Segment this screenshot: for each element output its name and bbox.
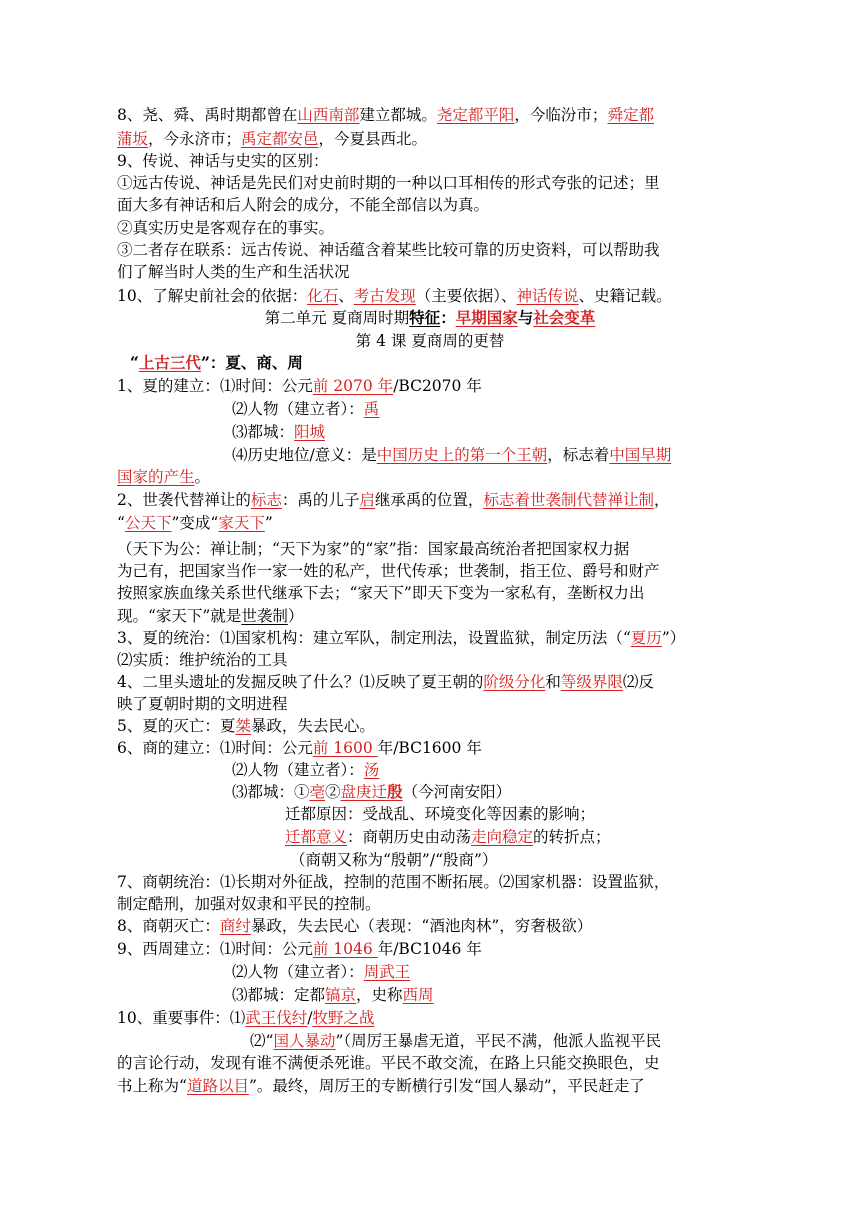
text: ：禹的儿子 [281,491,360,509]
text: ”。最终，周厉王的专断横行引发“国人暴动”，平民赶走了 [248,1077,645,1095]
text: 和 [545,673,561,691]
text: /BC2070 年 [393,377,482,395]
text: 8、尧、舜、禹时期都曾在 [117,106,298,124]
text: 暴政，失去民心。 [250,717,375,735]
zhou-founder [232,961,410,983]
text: ⑷历史地位/意义：是 [232,446,377,464]
paragraph-line: （天下为公：禅让制；“天下为家”的“家”指：国家最高统治者把国家权力据 [117,540,630,558]
xia-founder [232,398,379,420]
events-line-1 [117,1007,375,1029]
text: 5、夏的灭亡：夏 [117,717,236,735]
key-term: 夏历 [630,629,662,647]
key-term: 镐京 [325,986,357,1004]
key-term: 迁都意义 [285,828,348,846]
key-term: 山西南部 [297,106,360,124]
text: ” [264,514,273,532]
key-term: 等级界限 [560,673,623,691]
text: 建立都城。 [359,106,437,124]
text: 9、西周建立：⑴时间：公元 [117,940,313,958]
paragraph-line: 们了解当时人类的生产和生活状况 [117,263,350,281]
paragraph-line: ②真实历史是客观存在的事实。 [117,219,335,237]
key-term: 走向稳定 [471,828,534,846]
key-term: 尧定都平阳 [436,106,515,124]
text: ⑶都城：定都 [232,986,326,1004]
text: ：商朝历史由动荡 [347,828,472,846]
text: ”变成“ [171,514,219,532]
text: 2、世袭代替禅让的 [117,491,251,509]
shang-founder [232,759,379,781]
item-8-line-2 [117,128,427,150]
paragraph-line: 制定酷刑，加强对奴隶和平民的控制。 [117,895,381,913]
text: ，今夏县西北。 [318,130,428,148]
text: / [307,1009,313,1027]
text: “ [130,353,139,372]
key-term: 考古发现 [353,287,416,305]
paragraph-line [117,605,303,627]
unit-title [0,307,860,329]
key-term: 中国历史上的第一个王朝 [376,446,548,464]
text: ⑶都城： [232,423,295,441]
text: 、 [338,287,354,305]
key-term: 阶级分化 [483,673,546,691]
xia-significance-cont [117,466,210,488]
xia-capital [232,421,325,443]
text: ⑵人物（建立者）： [232,400,364,418]
key-term: 公天下 [124,514,172,532]
text: 书上称为“ [117,1077,187,1095]
paragraph-line: 面大多有神话和后人附会的成分，不能全部信以为真。 [117,196,490,214]
text: ⑵反 [622,673,654,691]
text: ，标志着 [547,446,610,464]
hereditary-line-2 [117,512,273,534]
text: ② [325,783,341,801]
key-term: 家天下 [218,514,265,532]
text: 现。“家天下”就是 [117,607,242,625]
key-term: 特征 [409,308,441,327]
text: ”） [661,629,686,647]
key-term: 桀 [235,717,251,735]
key-term: 化石 [307,287,339,305]
text: 1、夏的建立：⑴时间：公元 [117,377,313,395]
key-term: 阳城 [294,423,326,441]
text: 与 [517,308,534,327]
paragraph-line: ①远古传说、神话是先民们对史前时期的一种以口耳相传的形式夸张的记述；里 [117,174,660,192]
paragraph-line: 7、商朝统治：⑴长期对外征战，控制的范围不断拓展。⑵国家机器：设置监狱， [117,873,670,891]
shang-founding-time [117,737,482,759]
text: ， [653,491,670,509]
text: ） [287,607,304,625]
key-term: 前 1600 [312,739,378,757]
key-term: 启 [359,491,375,509]
key-term: 早期国家 [455,308,518,327]
key-term: 亳 [309,783,326,801]
text: ⑵人物（建立者）： [232,963,364,981]
item-9-heading: 9、传说、神话与史实的区别： [117,152,329,170]
key-term: 汤 [363,761,380,779]
paragraph-line: 的言论行动，发现有谁不满便杀死谁。平民不敢交流，在路上只能交换眼色，史 [117,1054,660,1072]
key-term: 西周 [402,986,434,1004]
paragraph-line [117,1075,645,1097]
lesson-title: 第 4 课 夏商周的更替 [355,332,505,350]
key-term: 舜定都 [607,106,654,124]
erlitou-line-1 [117,671,654,693]
paragraph-line: 迁都原因：受战乱、环境变化等因素的影响； [285,805,596,823]
text: （今河南安阳） [402,783,512,801]
key-term: 标志 [250,491,282,509]
text: 继承禹的位置， [374,491,484,509]
text: 8、商朝灭亡： [117,917,220,935]
section-heading [130,352,303,374]
text: 、史籍记载。 [578,287,672,305]
xia-fall-line [117,715,375,737]
key-term: 国人暴动 [273,1032,336,1050]
text: ⑵人物（建立者）： [232,761,364,779]
text: 年/BC1600 年 [377,739,482,757]
key-term: 禹 [363,400,380,418]
key-term: 武王伐纣 [245,1009,308,1027]
text: 10、重要事件：⑴ [117,1009,246,1027]
text: ”：夏、商、周 [200,353,303,372]
zhou-capital [232,984,434,1006]
text: “ [117,514,125,532]
paragraph-line: （商朝又称为“殷朝”/“殷商”） [290,851,498,869]
text: 年/BC1046 年 [377,940,482,958]
key-term: 商纣 [219,917,251,935]
text: ，今永济市； [148,130,242,148]
shang-fall-line [117,915,592,937]
key-term: 蒲坂 [117,130,149,148]
text: ⑶都城：① [232,783,310,801]
key-term: 世袭制 [241,607,288,625]
item-8-line-1 [117,104,654,126]
zhou-founding-time [117,938,482,960]
text: 的转折点； [533,828,611,846]
text: 4、二里头遗址的发掘反映了什么？⑴反映了夏王朝的 [117,673,484,691]
paragraph-line: 为己有，把国家当作一家一姓的私产，世代传承；世袭制，指王位、爵号和财产 [117,562,660,580]
capital-move-significance [285,826,611,848]
text: ： [440,308,456,327]
key-term: 禹定都安邑 [241,130,319,148]
text: 。 [194,468,211,486]
key-term: 国家的产生 [117,468,195,486]
events-line-2 [250,1030,661,1052]
item-10-line [117,285,672,307]
text: 6、商的建立：⑴时间：公元 [117,739,313,757]
hereditary-line-1 [117,489,669,511]
text: ⑵“ [250,1032,274,1050]
xia-founding-time [117,375,482,397]
text: （主要依据）、 [415,287,517,305]
xia-significance [232,444,671,466]
text: 第二单元 夏商周时期 [264,309,410,327]
text: 暴政，失去民心（表现：“酒池肉林”，穷奢极欲） [250,917,593,935]
key-term: 上古三代 [138,353,201,372]
paragraph-line: 按照家族血缘关系世代继承下去；“家天下”即天下变为一家私有，垄断权力出 [117,584,645,602]
key-term: 道路以目 [186,1077,249,1095]
key-term: 神话传说 [516,287,579,305]
text: 10、了解史前社会的依据： [117,287,308,305]
key-term: 前 2070 年 [312,377,394,395]
key-term: 盘庚迁 [340,783,388,801]
key-term: 牧野之战 [312,1009,375,1027]
text: ，今临汾市； [514,106,608,124]
text: 3、夏的统治：⑴国家机构：建立军队，制定刑法，设置监狱，制定历法（“ [117,629,631,647]
key-term: 中国早期 [609,446,672,464]
text: ”（周厉王暴虐无道，平民不满，他派人监视平民 [335,1032,662,1050]
paragraph-line: ⑵实质：维护统治的工具 [117,651,288,669]
paragraph-line: ③二者存在联系：远古传说、神话蕴含着某些比较可靠的历史资料，可以帮助我 [117,241,660,259]
key-term: 社会变革 [533,308,596,327]
xia-rule-line [117,627,685,649]
key-term: 周武王 [363,963,411,981]
key-term: 殷 [387,782,403,801]
key-term: 标志着世袭制代替禅让制 [483,491,654,509]
key-term: 前 1046 [312,940,378,958]
text: ，史称 [356,986,403,1004]
paragraph-line: 映了夏朝时期的文明进程 [117,695,288,713]
shang-capital [232,781,511,803]
